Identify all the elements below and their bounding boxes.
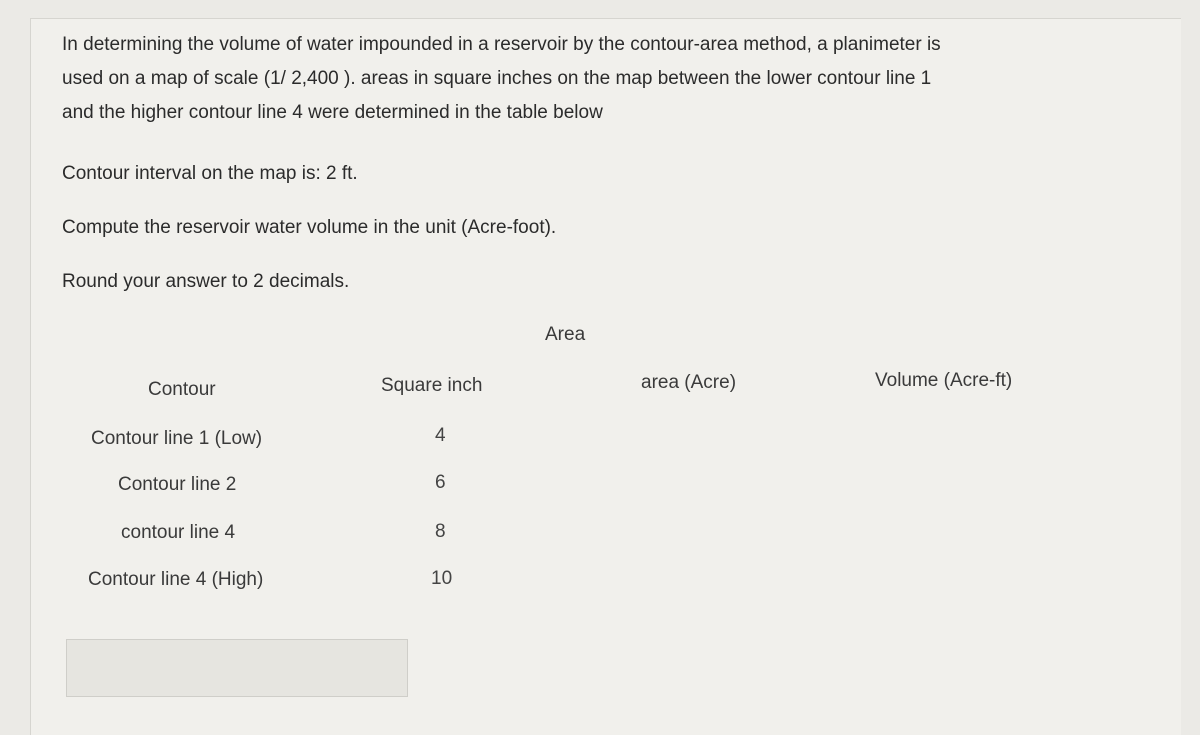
intro-line-3: and the higher contour line 4 were determined in the table below bbox=[62, 102, 603, 123]
table-row-1-contour: Contour line 1 (Low) bbox=[91, 428, 263, 449]
question-intro bbox=[62, 28, 1142, 130]
square-inch-column-header: Square inch bbox=[381, 375, 483, 396]
table-row-2-contour: Contour line 2 bbox=[118, 474, 237, 495]
area-acre-column-header: area (Acre) bbox=[641, 372, 737, 393]
compute-instruction-text: Compute the reservoir water volume in the unit (Acre-foot). bbox=[62, 217, 557, 238]
contour-column-header: Contour bbox=[148, 379, 216, 400]
answer-input[interactable] bbox=[66, 639, 408, 697]
rounding-instruction-text: Round your answer to 2 decimals. bbox=[62, 271, 350, 292]
volume-column-header: Volume (Acre-ft) bbox=[875, 370, 1013, 391]
contour-interval-text: Contour interval on the map is: 2 ft. bbox=[62, 163, 358, 184]
intro-line-1: In determining the volume of water impounded in a reservoir by the contour-area method, a planimeter is bbox=[62, 34, 941, 55]
table-row-3-square-inch: 8 bbox=[435, 521, 446, 542]
intro-line-2: used on a map of scale (1/ 2,400 ). areas in square inches on the map between the lower contour line 1 bbox=[62, 68, 932, 89]
table-row-3-contour: contour line 4 bbox=[121, 522, 236, 543]
area-group-header: Area bbox=[545, 324, 586, 345]
table-row-2-square-inch: 6 bbox=[435, 472, 446, 493]
table-row-4-square-inch: 10 bbox=[431, 568, 453, 589]
table-row-4-contour: Contour line 4 (High) bbox=[88, 569, 264, 590]
table-row-1-square-inch: 4 bbox=[435, 425, 446, 446]
